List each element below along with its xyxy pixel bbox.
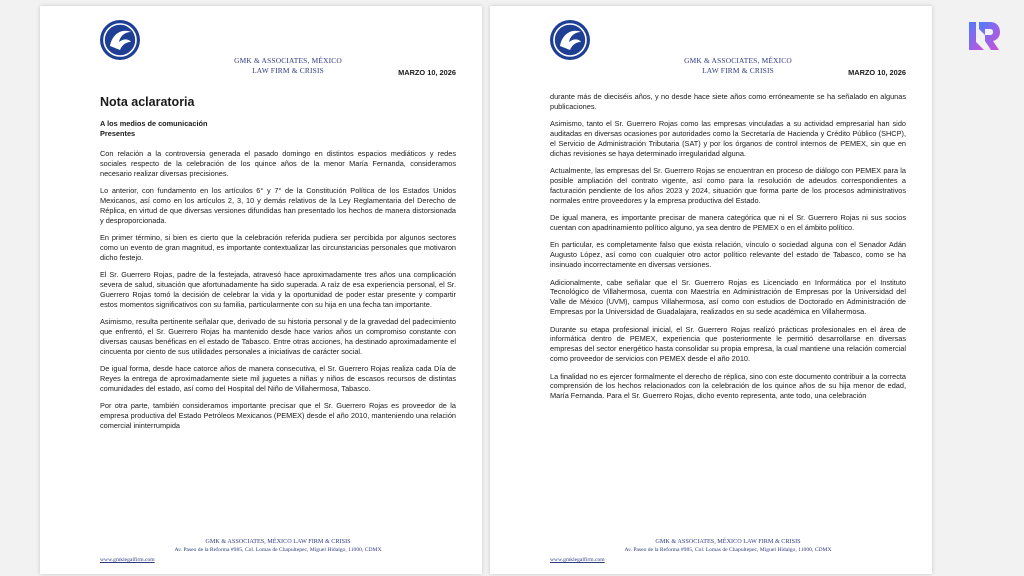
brand-logo-icon [966, 18, 1002, 54]
footer-website-link[interactable]: www.gmklegalfirm.com [100, 557, 155, 563]
paragraph: Por otra parte, también consideramos importante precisar que el Sr. Guerrero Rojas es proveedor de la empresa productiva del Estado Petróleos Mexicanos (PEMEX) desde el año 2010, manteniendo una relación comercial ininterrumpida [100, 401, 456, 430]
paragraph: En primer término, si bien es cierto que la celebración referida pudiera ser percibida por algunos sectores como un evento de gran magnitud, es importante contextualizar las circunstancias personales que motivaron dicho festejo. [100, 232, 456, 262]
addressee-line1: A los medios de comunicación [100, 118, 208, 128]
document-title: Nota aclaratoria [100, 95, 195, 109]
document-footer [100, 538, 456, 563]
firm-name-line1: GMK & ASSOCIATES, MÉXICO [234, 56, 342, 65]
paragraph: Lo anterior, con fundamento en los artículos 6° y 7° de la Constitución Política de los Estados Unidos Mexicanos, así como en los artículos 2, 3, 10 y demás relativos de la Ley Reglamentaria del Derecho de Réplica, en virtud de que diversas versiones difundidas han presentado los hechos de manera distorsionada y desproporcionada. [100, 185, 456, 225]
firm-logo-icon [548, 18, 592, 62]
document-body-2 [550, 92, 906, 409]
paragraph: Durante su etapa profesional inicial, el Sr. Guerrero Rojas realizó prácticas profesionales en el área de informática dentro de PEMEX, experiencia que posteriormente le permitió desarrollarse en diversas empresas del sector energético hasta consolidar su propia empresa, la cual mantiene una relación comercial como proveedor de servicios con PEMEX desde el año 2010. [550, 324, 906, 364]
firm-name-line2: LAW FIRM & CRISIS [702, 65, 774, 75]
paragraph: Asimismo, resulta pertinente señalar que, derivado de su historia personal y de la gravedad del padecimiento que enfrentó, el Sr. Guerrero Rojas ha mantenido desde hace varios años un compromiso constante con diversas causas benéficas en el estado de Tabasco. Entre otras acciones, ha destinado aproximadamente el cincuenta por ciento de sus utilidades personales a iniciativas de carácter social. [100, 316, 456, 356]
paragraph: durante más de dieciséis años, y no desde hace siete años como erróneamente se ha señalado en algunas publicaciones. [550, 92, 906, 111]
document-date: MARZO 10, 2026 [848, 68, 906, 77]
paragraph: Adicionalmente, cabe señalar que el Sr. Guerrero Rojas es Licenciado en Informática por el Instituto Tecnológico de Villahermosa, cuenta con Maestría en Administración de Empresas por la Universidad del Valle de México (UVM), campus Villahermosa, así como con estudios de Doctorado en Administración de Empresas por la Universidad de Guadalajara, realizados en su sede académica en Villahermosa. [550, 277, 906, 317]
firm-name-line1: GMK & ASSOCIATES, MÉXICO [684, 56, 792, 65]
paragraph: Actualmente, las empresas del Sr. Guerrero Rojas se encuentran en proceso de diálogo con PEMEX para la posible ampliación del contrato vigente, así como para la resolución de adeudos correspondientes a facturación pendiente de los años 2023 y 2024, situación que forma parte de los procesos administrativos normales entre proveedores y la empresa productiva del Estado. [550, 166, 906, 205]
paragraph: De igual manera, es importante precisar de manera categórica que ni el Sr. Guerrero Rojas ni sus socios cuentan con apadrinamiento político alguno, ya sea dentro de PEMEX o en el ámbito político. [550, 213, 906, 233]
paragraph: El Sr. Guerrero Rojas, padre de la festejada, atravesó hace aproximadamente tres años una complicación severa de salud, situación que afortunadamente ha sido superada. A raíz de esa experiencia personal, el Sr. Guerrero Rojas tomó la decisión de celebrar la vida y la oportunidad de poder estar presente y compartir estos momentos significativos con su familia, particularmente con su hija en una fecha tan importante. [100, 269, 456, 309]
document-page-2 [490, 6, 932, 574]
paragraph: La finalidad no es ejercer formalmente el derecho de réplica, sino con este documento contribuir a la correcta comprensión de los hechos relacionados con la celebración de los quince años de su hija menor de edad, María Fernanda. Para el Sr. Guerrero Rojas, dicho evento representa, ante todo, una celebración [550, 371, 906, 401]
addressee-line2: Presentes [100, 128, 136, 138]
firm-name [658, 56, 818, 75]
document-date: MARZO 10, 2026 [398, 68, 456, 77]
footer-address: Av. Paseo de la Reforma #985, Col. Lomas de Chapultepec, Miguel Hidalgo, 11000, CDMX [624, 547, 832, 553]
paragraph: De igual forma, desde hace catorce años de manera consecutiva, el Sr. Guerrero Rojas realiza cada Día de Reyes la entrega de aproximadamente siete mil juguetes a niñas y niños de escasos recursos de distintas comunidades del estado, así como del Hospital del Niño de Villahermosa, Tabasco. [100, 363, 456, 393]
paragraph: Con relación a la controversia generada el pasado domingo en distintos espacios mediáticos y redes sociales respecto de la celebración de los quince años de la menor María Fernanda, consideramos necesario realizar diversas precisiones. [100, 148, 456, 178]
firm-logo-icon [98, 18, 142, 62]
document-footer [550, 538, 906, 563]
footer-website-link[interactable]: www.gmklegalfirm.com [550, 557, 605, 563]
firm-name-line2: LAW FIRM & CRISIS [252, 65, 324, 75]
footer-address: Av. Paseo de la Reforma #985, Col. Lomas de Chapultepec, Miguel Hidalgo, 11000, CDMX [174, 547, 382, 553]
footer-firm-name: GMK & ASSOCIATES, MÉXICO LAW FIRM & CRISIS [655, 538, 801, 545]
footer-firm-name: GMK & ASSOCIATES, MÉXICO LAW FIRM & CRISIS [205, 538, 351, 545]
document-page-1 [40, 6, 482, 574]
paragraph: En particular, es completamente falso que exista relación, vínculo o sociedad alguna con el Senador Adán Augusto López, así como con cualquier otro actor político relevante del estado de Tabasco, como se ha insinuado incorrectamente en diversas versiones. [550, 240, 906, 270]
firm-name [208, 56, 368, 75]
paragraph: Asimismo, tanto el Sr. Guerrero Rojas como las empresas vinculadas a su actividad empresarial han sido auditadas en diversas ocasiones por autoridades como la Secretaría de Hacienda y Crédito Público (SHCP), el Servicio de Administración Tributaria (SAT) y por los órganos de control internos de PEMEX, sin que en dichas revisiones se haya determinado irregularidad alguna. [550, 119, 906, 158]
addressee [100, 119, 456, 139]
document-body-1 [100, 95, 456, 438]
